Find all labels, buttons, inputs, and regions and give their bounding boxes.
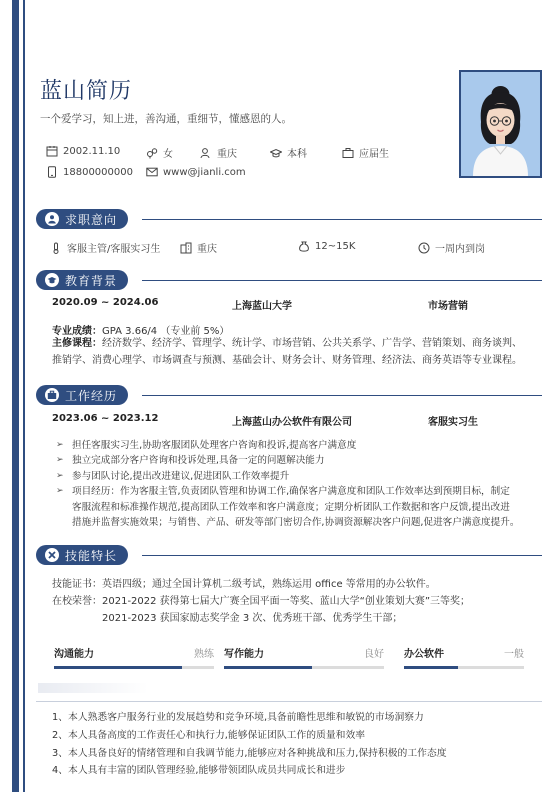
triangle-bullet-icon: ➢ (56, 470, 64, 481)
skills-honors: 在校荣誉：2021-2022 获得第七届大广赛全国平面一等奖、蓝山大学“创业策划大赛”三等奖； (52, 596, 471, 607)
work-period: 2023.06 ~ 2023.12 (52, 413, 159, 424)
info-status: 应届生 (342, 145, 389, 160)
gender-icon (146, 147, 158, 159)
intent-city: 重庆 (180, 240, 217, 255)
graduation-cap-icon (45, 273, 59, 287)
self-evaluation-list (52, 709, 447, 780)
list-item: ➢ 独立完成部分客户咨询和投诉处理,具备一定的问题解决能力 (56, 453, 534, 468)
triangle-bullet-icon: ➢ (56, 440, 64, 450)
info-education: 本科 (270, 145, 307, 160)
tools-icon (45, 548, 59, 562)
coin-bag-icon (298, 240, 310, 252)
user-icon (45, 212, 59, 226)
education-period: 2020.09 ~ 2024.06 (52, 297, 159, 308)
profile-photo (459, 70, 542, 178)
work-company: 上海蓝山办公软件有限公司 (232, 417, 352, 428)
info-phone: 18800000000 (46, 166, 133, 178)
intent-availability: 一周内到岗 (418, 240, 485, 255)
info-email: www@jianli.com (146, 166, 246, 178)
left-accent-line (23, 0, 25, 792)
skill-fill (404, 666, 458, 669)
info-birthday: 2002.11.10 (46, 145, 120, 157)
phone-icon (46, 166, 58, 178)
skill-bar-communication: 沟通能力 熟练 (54, 645, 214, 669)
education-gpa: 专业成绩：GPA 3.66/4 （专业前 5%） (52, 326, 230, 337)
education-school: 上海蓝山大学 (232, 301, 292, 312)
list-item: ➢ 担任客服实习生,协助客服团队处理客户咨询和投诉,提高客户满意度 (56, 438, 534, 453)
calendar-icon (46, 145, 58, 157)
section-header-intent: 求职意向 (36, 209, 128, 229)
skills-honors-2: 2021-2023 获国家励志奖学金 3 次、优秀班干部、优秀学生干部； (102, 613, 403, 624)
list-item: 4、本人具有丰富的团队管理经验,能够带领团队成员共同成长和进步 (52, 765, 346, 777)
triangle-bullet-icon: ➢ (56, 455, 64, 466)
skill-bar-office: 办公软件 一般 (404, 645, 524, 669)
section-header-work: 工作经历 (36, 385, 128, 405)
skill-fill (54, 666, 182, 669)
list-item: 3、本人具备良好的情绪管理和自我调节能力,能够应对各种挑战和压力,保持积极的工作态度 (52, 747, 447, 759)
thermometer-icon (50, 242, 62, 254)
intent-salary: 12~15K (298, 240, 355, 252)
section-header-education: 教育背景 (36, 270, 128, 290)
triangle-bullet-icon: ➢ (56, 486, 64, 497)
list-item: ➢ 参与团队讨论,提出改进建议,促进团队工作效率提升 (56, 469, 534, 484)
briefcase-icon (342, 147, 354, 159)
education-courses: 主修课程：经济数学、经济学、管理学、统计学、市场营销、公共关系学、广告学、营销策划、商务谈判、 推销学、消费心理学、市场调查与预测、基础会计、财务会计、财务管理、经济法、商务英语等专业课程。 (52, 338, 522, 366)
skill-fill (224, 666, 312, 669)
mail-icon (146, 166, 158, 178)
section-divider (142, 395, 542, 396)
list-item: 1、本人熟悉客户服务行业的发展趋势和竞争环境,具备前瞻性思维和敏锐的市场洞察力 (52, 712, 424, 723)
section-divider (36, 701, 542, 702)
building-icon (180, 242, 192, 254)
faded-section-header (38, 683, 148, 693)
section-divider (142, 219, 542, 220)
user-icon (200, 147, 212, 159)
intent-position: 客服主管/客服实习生 (50, 240, 160, 255)
graduation-cap-icon (270, 147, 282, 159)
resume-name: 蓝山简历 (40, 79, 133, 104)
section-header-skills: 技能特长 (36, 545, 128, 565)
work-role: 客服实习生 (428, 417, 478, 428)
briefcase-icon (45, 388, 59, 402)
section-divider (142, 280, 542, 281)
motto: 一个爱学习，知上进，善沟通，重细节，懂感恩的人。 (40, 113, 292, 125)
info-gender: 女 (146, 145, 173, 160)
list-item: ➢ 项目经历：作为客服主管,负责团队管理和协调工作,确保客户满意度和团队工作效率达到预期目标，制定 客服流程和标准操作规范,提高团队工作效率和客户满意度；定期分析团队工作数据和客户反馈,提出改进 措施并监督实施效果；与销售、产品、研发等部门密切合作,协调资源解决客户问题,促进客户满意度提升。 (56, 486, 520, 529)
work-bullets (56, 438, 534, 530)
left-accent-bar (12, 0, 19, 792)
clock-icon (418, 242, 430, 254)
skill-bar-writing: 写作能力 良好 (224, 645, 384, 669)
skills-certificates: 技能证书：英语四级；通过全国计算机二级考试，熟练运用 office 等常用的办公软件。 (52, 579, 436, 590)
section-divider (142, 555, 542, 556)
info-location: 重庆 (200, 145, 237, 160)
list-item: 2、本人具备高度的工作责任心和执行力,能够保证团队工作的质量和效率 (52, 729, 366, 741)
education-major: 市场营销 (428, 301, 468, 312)
